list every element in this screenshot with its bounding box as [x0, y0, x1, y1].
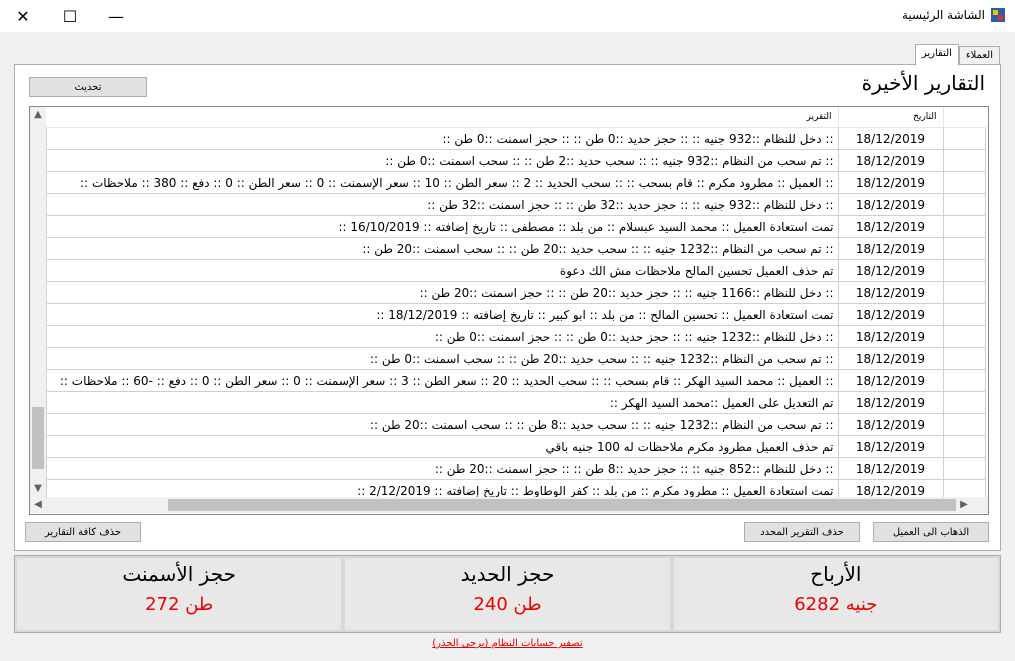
table-row[interactable] [47, 414, 986, 436]
row-header-corner [943, 107, 986, 128]
reports-grid[interactable] [29, 106, 989, 515]
tab-strip [915, 44, 1000, 64]
row-header[interactable] [943, 194, 986, 216]
minimize-icon: — [108, 6, 124, 26]
report-cell[interactable]: :: العميل :: محمد السيد الهكر :: قام بسحب :: :: سحب الحديد :: 20 :: سعر الطن :: 3 :: سعر الإسمنت :: 0 :: سعر الطن :: 0 :: دفع :: -60 :: ملاحظات :: [47, 370, 839, 392]
report-cell[interactable]: :: دخل للنظام ::1232 جنيه :: :: حجز حديد ::0 طن :: :: حجز اسمنت ::0 طن :: [47, 326, 839, 348]
profit-summary [672, 556, 1000, 632]
hscroll-thumb[interactable] [168, 499, 956, 511]
report-cell[interactable]: :: دخل للنظام ::932 جنيه :: :: حجز حديد ::0 طن :: :: حجز اسمنت ::0 طن :: [47, 128, 839, 150]
iron-value: 240 طن [473, 594, 542, 615]
close-button[interactable] [0, 0, 46, 32]
date-cell[interactable]: 18/12/2019 [838, 458, 943, 480]
report-cell[interactable]: :: تم سحب من النظام ::1232 جنيه :: :: سحب حديد ::20 طن :: :: سحب اسمنت ::0 طن :: [47, 348, 839, 370]
date-cell[interactable]: 18/12/2019 [838, 216, 943, 238]
maximize-icon: ☐ [62, 6, 78, 26]
vertical-scrollbar[interactable] [30, 107, 46, 497]
table-row[interactable] [47, 392, 986, 414]
scroll-right-icon[interactable]: ▶ [960, 499, 968, 510]
report-cell[interactable]: :: تم سحب من النظام ::1232 جنيه :: :: سحب حديد ::8 طن :: :: سحب اسمنت ::20 طن :: [47, 414, 839, 436]
cement-label: حجز الأسمنت [122, 562, 236, 586]
iron-label: حجز الحديد [460, 562, 555, 586]
date-cell[interactable]: 18/12/2019 [838, 304, 943, 326]
report-cell[interactable]: :: دخل للنظام ::852 جنيه :: :: حجز حديد ::8 طن :: :: حجز اسمنت ::20 طن :: [47, 458, 839, 480]
row-header[interactable] [943, 304, 986, 326]
profit-label: الأرباح [810, 562, 862, 586]
report-cell[interactable]: :: دخل للنظام ::932 جنيه :: :: حجز حديد ::32 طن :: :: حجز اسمنت ::32 طن :: [47, 194, 839, 216]
iron-summary [343, 556, 671, 632]
date-cell[interactable]: 18/12/2019 [838, 238, 943, 260]
table-row[interactable] [47, 304, 986, 326]
date-cell[interactable]: 18/12/2019 [838, 194, 943, 216]
row-header[interactable] [943, 282, 986, 304]
table-row[interactable] [47, 436, 986, 458]
app-icon [991, 8, 1005, 22]
date-cell[interactable]: 18/12/2019 [838, 150, 943, 172]
report-cell[interactable]: :: تمت استعادة العميل :: محمد السيد عبسلام :: من بلد :: مصطفى :: تاريخ إضافته :: 16/10/2019 [47, 216, 839, 238]
table-row[interactable] [47, 128, 986, 150]
table-row[interactable] [47, 216, 986, 238]
column-header-date[interactable]: التاريخ [838, 107, 943, 128]
row-header[interactable] [943, 326, 986, 348]
reset-accounts-link[interactable]: تصفير حسابات النظام (برجى الحذر) [432, 638, 583, 649]
row-header[interactable] [943, 216, 986, 238]
table-row[interactable] [47, 194, 986, 216]
minimize-button[interactable] [93, 0, 139, 32]
table-row[interactable] [47, 458, 986, 480]
date-cell[interactable]: 18/12/2019 [838, 480, 943, 502]
row-header[interactable] [943, 172, 986, 194]
scroll-down-icon[interactable]: ▼ [34, 483, 42, 494]
report-cell[interactable]: :: تم التعديل على العميل ::محمد السيد الهكر [47, 392, 839, 414]
row-header[interactable] [943, 238, 986, 260]
date-cell[interactable]: 18/12/2019 [838, 260, 943, 282]
row-header[interactable] [943, 128, 986, 150]
horizontal-scrollbar[interactable] [30, 497, 988, 513]
date-cell[interactable]: 18/12/2019 [838, 436, 943, 458]
report-cell[interactable]: :: تمت استعادة العميل :: تحسين المالح :: من بلد :: ابو كبير :: تاريخ إضافته :: 18/12/2019 [47, 304, 839, 326]
date-cell[interactable]: 18/12/2019 [838, 172, 943, 194]
date-cell[interactable]: 18/12/2019 [838, 348, 943, 370]
table-row[interactable] [47, 326, 986, 348]
scroll-thumb[interactable] [32, 407, 44, 469]
row-header[interactable] [943, 392, 986, 414]
date-cell[interactable]: 18/12/2019 [838, 414, 943, 436]
table-row[interactable] [47, 172, 986, 194]
title-bar [0, 0, 1015, 32]
close-icon: ✕ [16, 6, 30, 26]
table-row[interactable] [47, 282, 986, 304]
date-cell[interactable]: 18/12/2019 [838, 326, 943, 348]
cement-value: 272 طن [145, 594, 214, 615]
date-cell[interactable]: 18/12/2019 [838, 392, 943, 414]
row-header[interactable] [943, 150, 986, 172]
table-row[interactable] [47, 238, 986, 260]
row-header[interactable] [943, 458, 986, 480]
reports-panel [14, 64, 1001, 551]
report-cell[interactable]: :: العميل :: مطرود مكرم :: قام بسحب :: :: سحب الحديد :: 2 :: سعر الطن :: 10 :: سعر الإسمنت :: 0 :: سعر الطن :: 0 :: دفع :: 380 :: ملاحظات :: [47, 172, 839, 194]
table-header-row [47, 107, 986, 128]
table-row[interactable] [47, 260, 986, 282]
report-cell[interactable]: :: تم سحب من النظام ::1232 جنيه :: :: سحب حديد ::20 طن :: :: سحب اسمنت ::20 طن :: [47, 238, 839, 260]
report-cell[interactable]: :: تمت استعادة العميل :: مطرود مكرم :: من بلد :: كفر الوطاوط :: تاريخ إضافته :: 2/12/2019 [47, 480, 839, 502]
refresh-button[interactable]: تحديث [29, 77, 147, 97]
window-title: الشاشة الرئيسية [902, 8, 985, 22]
reports-table [46, 107, 986, 502]
table-row[interactable] [47, 370, 986, 392]
report-cell[interactable]: تم حذف العميل تحسين المالح ملاحظات مش الك دعوة [47, 260, 839, 282]
table-row[interactable] [47, 348, 986, 370]
date-cell[interactable]: 18/12/2019 [838, 128, 943, 150]
maximize-button[interactable] [47, 0, 93, 32]
row-header[interactable] [943, 348, 986, 370]
delete-all-reports-button[interactable]: حذف كافة التقارير [25, 522, 141, 542]
scroll-up-icon[interactable]: ▲ [34, 109, 42, 120]
column-header-report[interactable]: التقرير [47, 107, 839, 128]
row-header[interactable] [943, 436, 986, 458]
row-header[interactable] [943, 414, 986, 436]
profit-value: 6282 جنيه [794, 594, 878, 615]
report-cell[interactable]: تم حذف العميل مطرود مكرم ملاحظات له 100 جنيه باقي [47, 436, 839, 458]
delete-selected-report-button[interactable]: حذف التقرير المحدد [744, 522, 860, 542]
cement-summary [15, 556, 343, 632]
row-header[interactable] [943, 370, 986, 392]
go-to-client-button[interactable]: الذهاب الى العميل [873, 522, 989, 542]
page-title: التقارير الأخيرة [861, 71, 985, 95]
summary-bar [14, 555, 1001, 633]
tab-clients[interactable]: العملاء [959, 46, 1000, 65]
row-header[interactable] [943, 260, 986, 282]
report-cell[interactable]: :: دخل للنظام ::1166 جنيه :: :: حجز حديد ::20 طن :: :: حجز اسمنت ::20 طن :: [47, 282, 839, 304]
date-cell[interactable]: 18/12/2019 [838, 282, 943, 304]
table-row[interactable] [47, 150, 986, 172]
tab-reports[interactable]: التقارير [915, 44, 959, 66]
date-cell[interactable]: 18/12/2019 [838, 370, 943, 392]
scroll-left-icon[interactable]: ◀ [34, 499, 42, 510]
report-cell[interactable]: :: تم سحب من النظام ::932 جنيه :: :: سحب حديد ::2 طن :: :: سحب اسمنت ::0 طن :: [47, 150, 839, 172]
